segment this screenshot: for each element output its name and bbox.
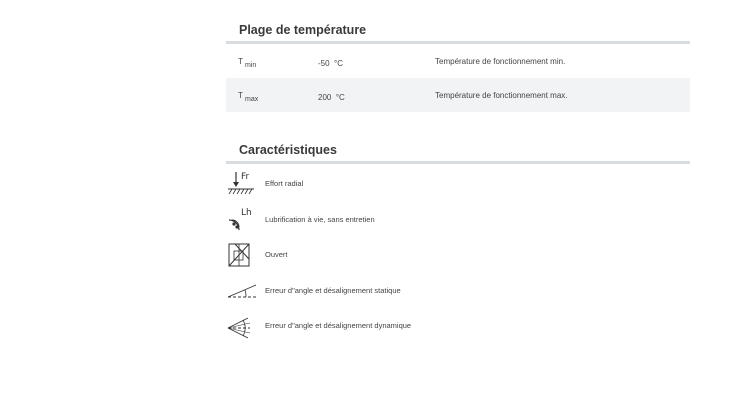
- temperature-table: [226, 44, 690, 112]
- tmin-description: Température de fonctionnement min.: [435, 57, 566, 66]
- characteristics-list: [226, 167, 690, 345]
- list-item-open: [226, 238, 690, 274]
- tmax-description: Température de fonctionnement max.: [435, 91, 568, 100]
- characteristics-title: Caractéristiques: [239, 143, 337, 157]
- list-item-lubrication: [226, 203, 690, 239]
- list-item-dynamic-misalignment: [226, 309, 690, 345]
- lifetime-lubrication-icon: [226, 206, 258, 233]
- characteristics-divider: [226, 161, 690, 164]
- temperature-title: Plage de température: [239, 23, 367, 37]
- static-misalignment-icon: [226, 277, 258, 304]
- characteristics-section: [226, 142, 690, 345]
- svg-text:Lh: Lh: [241, 207, 252, 218]
- list-item-radial-load: [226, 167, 690, 203]
- dynamic-misalignment-icon: [226, 312, 258, 339]
- tmin-value: -50 °C: [318, 59, 343, 68]
- lubrication-label: Lubrification à vie, sans entretien: [265, 214, 375, 224]
- temperature-section: [226, 22, 690, 112]
- table-row-tmin: [226, 44, 690, 78]
- tmin-symbol: T $_{min}$: [238, 57, 257, 69]
- list-item-static-misalignment: [226, 274, 690, 310]
- tmax-symbol: T $_{max}$: [238, 91, 259, 103]
- radial-load-icon: [226, 170, 258, 197]
- dynamic-misalignment-label: Erreur d"angle et désalignement dynamique: [265, 321, 412, 330]
- static-misalignment-label: Erreur d"angle et désalignement statique: [265, 285, 401, 295]
- radial-load-label: Effort radial: [265, 179, 304, 188]
- svg-text:Fr: Fr: [241, 172, 250, 182]
- tmax-value: 200 °C: [318, 93, 345, 102]
- open-bearing-icon: [226, 241, 258, 268]
- table-row-tmax: [226, 78, 690, 112]
- open-label: Ouvert: [265, 250, 288, 259]
